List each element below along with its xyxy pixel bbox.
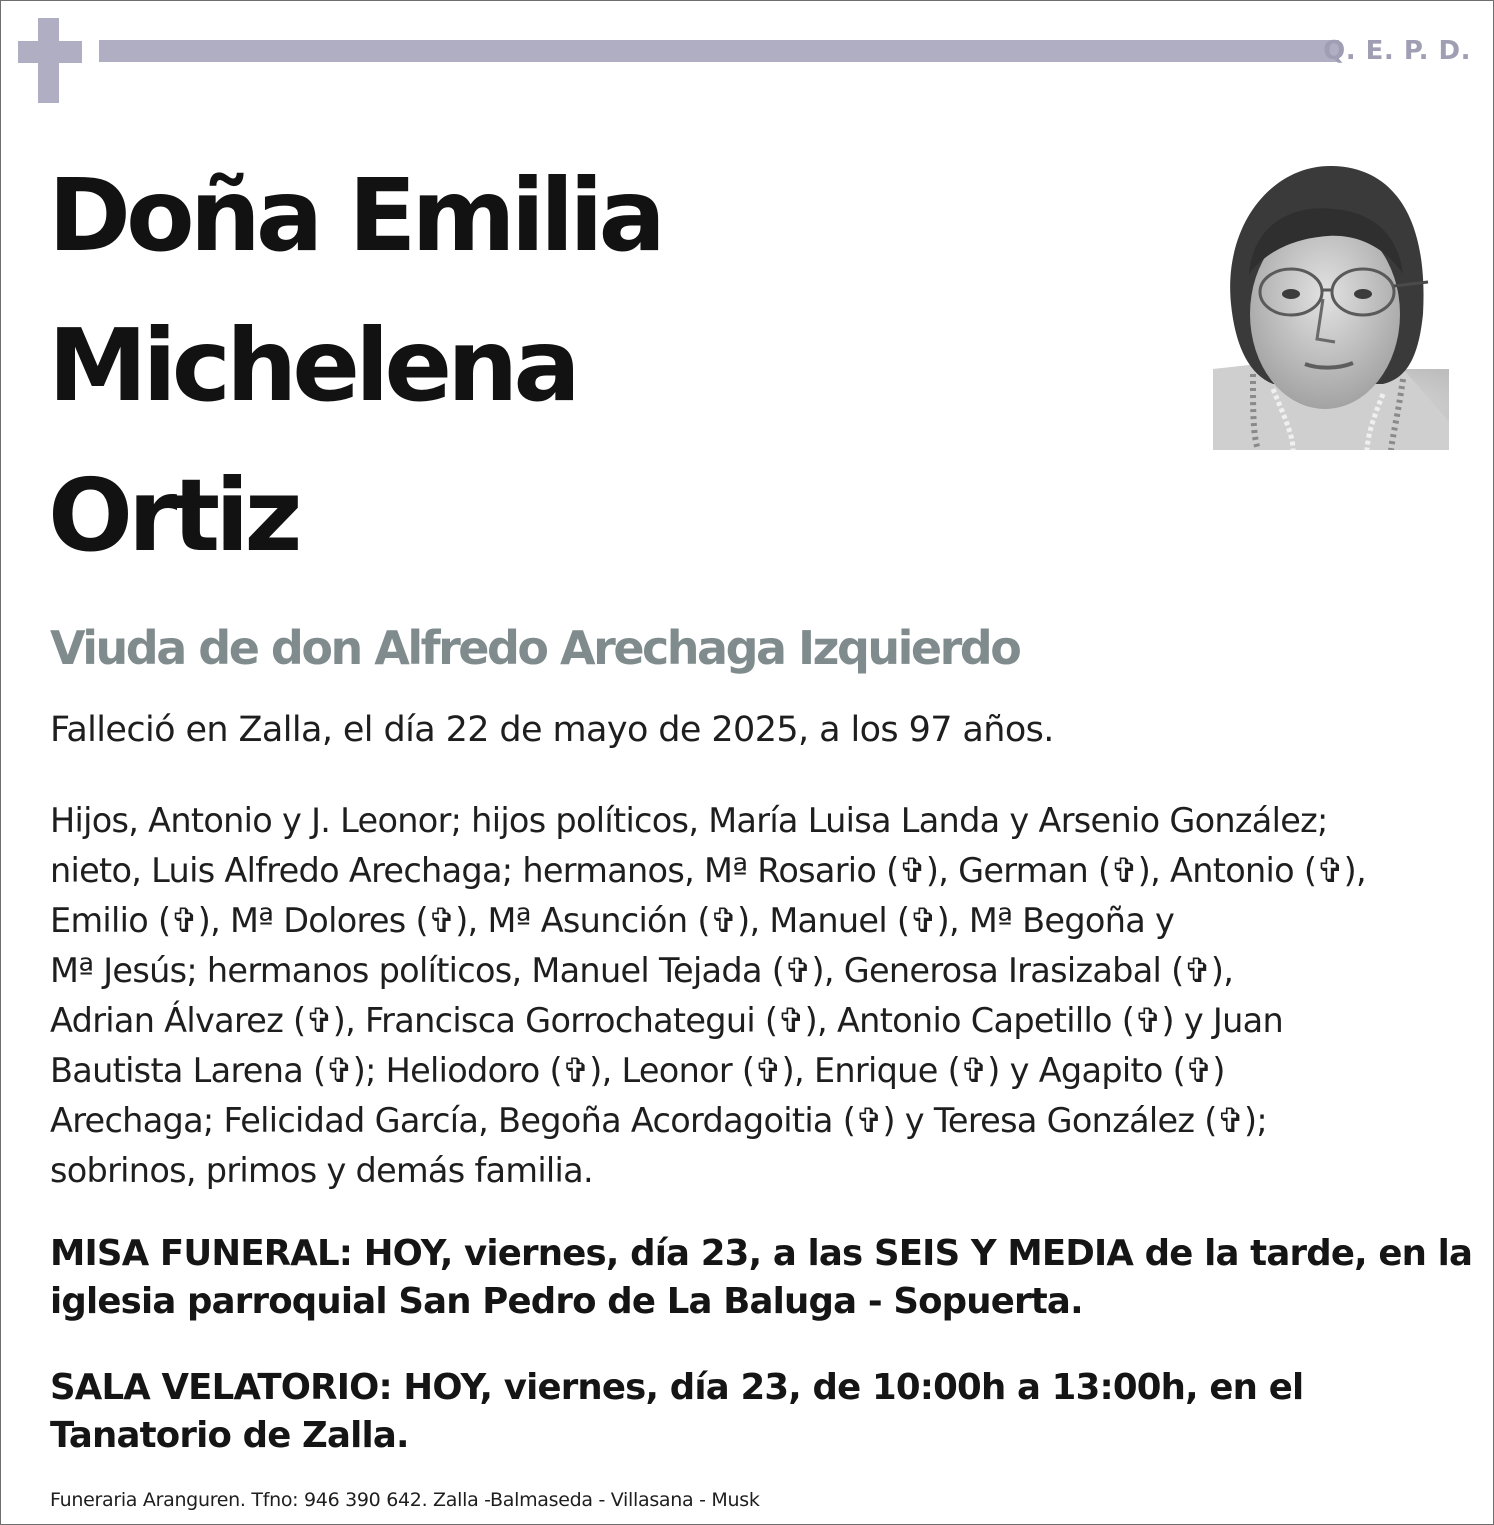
deceased-name [48, 141, 661, 591]
name-line-1: Doña Emilia [48, 157, 662, 274]
subtitle-widow-of: Viuda de don Alfredo Arechaga Izquierdo [50, 621, 1020, 675]
family-line: Arechaga; Felicidad García, Begoña Acordagoitia (✞) y Teresa González (✞); [50, 1101, 1267, 1140]
family-line: nieto, Luis Alfredo Arechaga; hermanos, Mª Rosario (✞), German (✞), Antonio (✞), [50, 851, 1366, 890]
family-line: sobrinos, primos y demás familia. [50, 1151, 593, 1190]
funeral-line: MISA FUNERAL: HOY, viernes, día 23, a las SEIS Y MEDIA de la tarde, en la [50, 1233, 1473, 1274]
family-list [50, 796, 1465, 1196]
family-line: Emilio (✞), Mª Dolores (✞), Mª Asunción (✞), Manuel (✞), Mª Begoña y [50, 901, 1175, 940]
wake-room-info [50, 1364, 1470, 1460]
family-line: Mª Jesús; hermanos políticos, Manuel Tejada (✞), Generosa Irasizabal (✞), [50, 951, 1234, 990]
name-line-2: Michelena [48, 307, 576, 424]
family-line: Hijos, Antonio y J. Leonor; hijos políticos, María Luisa Landa y Arsenio González; [50, 801, 1328, 840]
wake-line: Tanatorio de Zalla. [50, 1415, 409, 1456]
death-notice: Falleció en Zalla, el día 22 de mayo de 2025, a los 97 años. [50, 710, 1054, 750]
portrait-photo [1213, 164, 1449, 450]
name-line-3: Ortiz [48, 457, 298, 574]
family-line: Adrian Álvarez (✞), Francisca Gorrochategui (✞), Antonio Capetillo (✞) y Juan [50, 1001, 1284, 1040]
family-line: Bautista Larena (✞); Heliodoro (✞), Leonor (✞), Enrique (✞) y Agapito (✞) [50, 1051, 1225, 1090]
cross-icon [18, 18, 82, 103]
funeral-mass-info [50, 1230, 1473, 1326]
funeral-line: iglesia parroquial San Pedro de La Baluga - Sopuerta. [50, 1281, 1083, 1322]
wake-line: SALA VELATORIO: HOY, viernes, día 23, de 10:00h a 13:00h, en el [50, 1367, 1304, 1408]
qepd-label: Q. E. P. D. [1323, 36, 1471, 66]
header-rule [99, 40, 1339, 62]
funeral-home-footer: Funeraria Aranguren. Tfno: 946 390 642. Zalla -Balmaseda - Villasana - Musk [50, 1489, 760, 1511]
